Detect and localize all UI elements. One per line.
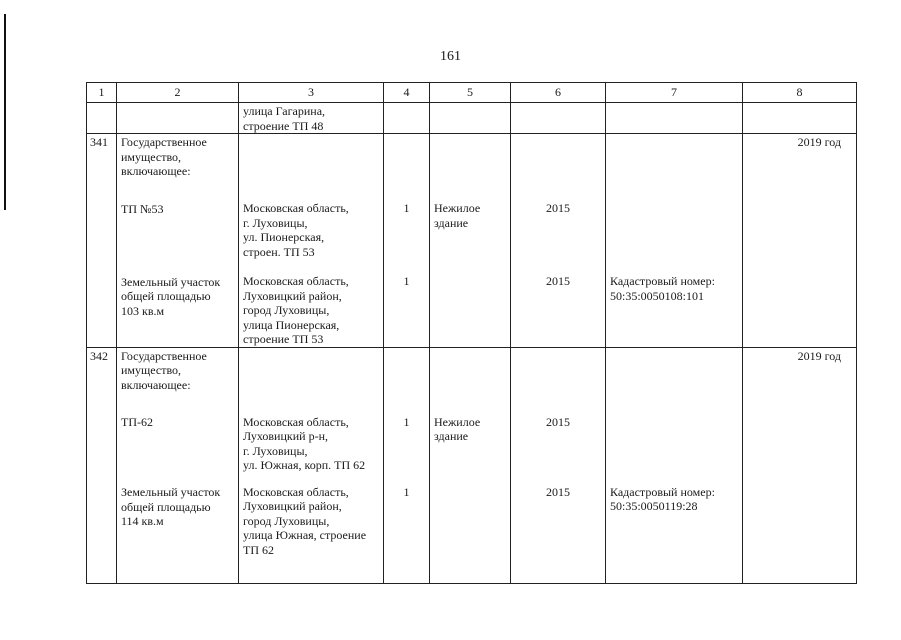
column-header: 3 bbox=[239, 83, 384, 103]
cell-year-built bbox=[511, 347, 606, 583]
column-header: 1 bbox=[87, 83, 117, 103]
cell-year bbox=[743, 347, 857, 583]
entry-year: 2019 год bbox=[797, 135, 841, 149]
item-address: Московская область, г. Луховицы, ул. Пионерская, строен. ТП 53 bbox=[243, 201, 349, 259]
entry-title: Государственное имущество, включающее: bbox=[121, 135, 207, 178]
cell-num bbox=[87, 347, 117, 583]
cell-name bbox=[117, 103, 239, 134]
property-table bbox=[86, 82, 857, 584]
cell-year bbox=[743, 134, 857, 348]
cell-year bbox=[743, 103, 857, 134]
item-year-built: 2015 bbox=[546, 274, 570, 288]
cell-address bbox=[239, 103, 384, 134]
item-year-built: 2015 bbox=[546, 414, 570, 429]
address-text: улица Гагарина, строение ТП 48 bbox=[243, 104, 326, 133]
item-address: Московская область, Луховицкий р-н, г. Луховицы, ул. Южная, корп. ТП 62 bbox=[243, 414, 366, 472]
cell-type bbox=[430, 134, 511, 348]
item-name: ТП-62 bbox=[121, 415, 153, 429]
table-row-continued bbox=[87, 103, 857, 134]
item-qty: 1 bbox=[403, 201, 410, 215]
cell-address bbox=[239, 347, 384, 583]
item-qty: 1 bbox=[403, 484, 410, 499]
cell-cadastral bbox=[606, 103, 743, 134]
cell-qty bbox=[384, 347, 430, 583]
scan-edge-line bbox=[4, 14, 6, 210]
column-header: 2 bbox=[117, 83, 239, 103]
page-number: 161 bbox=[440, 49, 461, 64]
cell-address bbox=[239, 134, 384, 348]
item-year-built: 2015 bbox=[546, 201, 570, 215]
item-type: Нежилое здание bbox=[434, 414, 481, 443]
item-qty: 1 bbox=[403, 274, 410, 288]
cell-type bbox=[430, 103, 511, 134]
item-name: Земельный участок общей площадью 103 кв.м bbox=[121, 274, 221, 318]
item-qty: 1 bbox=[403, 414, 410, 429]
column-header: 6 bbox=[511, 83, 606, 103]
entry-year: 2019 год bbox=[797, 348, 841, 363]
cell-num bbox=[87, 103, 117, 134]
column-header: 5 bbox=[430, 83, 511, 103]
cell-year-built bbox=[511, 103, 606, 134]
item-type: Нежилое здание bbox=[434, 201, 481, 230]
item-year-built: 2015 bbox=[546, 484, 570, 499]
column-number-row bbox=[87, 83, 857, 103]
entry-number: 342 bbox=[90, 348, 108, 363]
item-name: ТП №53 bbox=[121, 201, 164, 216]
item-address: Московская область, Луховицкий район, город Луховицы, улица Пионерская, строение ТП 53 bbox=[243, 274, 349, 346]
cell-name bbox=[117, 347, 239, 583]
column-header: 7 bbox=[606, 83, 743, 103]
cell-qty bbox=[384, 134, 430, 348]
item-cadastral: Кадастровый номер: 50:35:0050108:101 bbox=[610, 274, 715, 303]
cell-cadastral bbox=[606, 347, 743, 583]
column-header: 4 bbox=[384, 83, 430, 103]
cell-type bbox=[430, 347, 511, 583]
table-row-entry bbox=[87, 134, 857, 348]
cell-num bbox=[87, 134, 117, 348]
column-header: 8 bbox=[743, 83, 857, 103]
cell-qty bbox=[384, 103, 430, 134]
entry-number: 341 bbox=[90, 135, 108, 149]
item-cadastral: Кадастровый номер: 50:35:0050119:28 bbox=[610, 484, 715, 513]
cell-cadastral bbox=[606, 134, 743, 348]
cell-name bbox=[117, 134, 239, 348]
item-name: Земельный участок общей площадью 114 кв.м bbox=[121, 485, 221, 528]
entry-title: Государственное имущество, включающее: bbox=[121, 348, 207, 392]
item-address: Московская область, Луховицкий район, город Луховицы, улица Южная, строение ТП 62 bbox=[243, 484, 367, 557]
cell-year-built bbox=[511, 134, 606, 348]
table-row-entry bbox=[87, 347, 857, 583]
